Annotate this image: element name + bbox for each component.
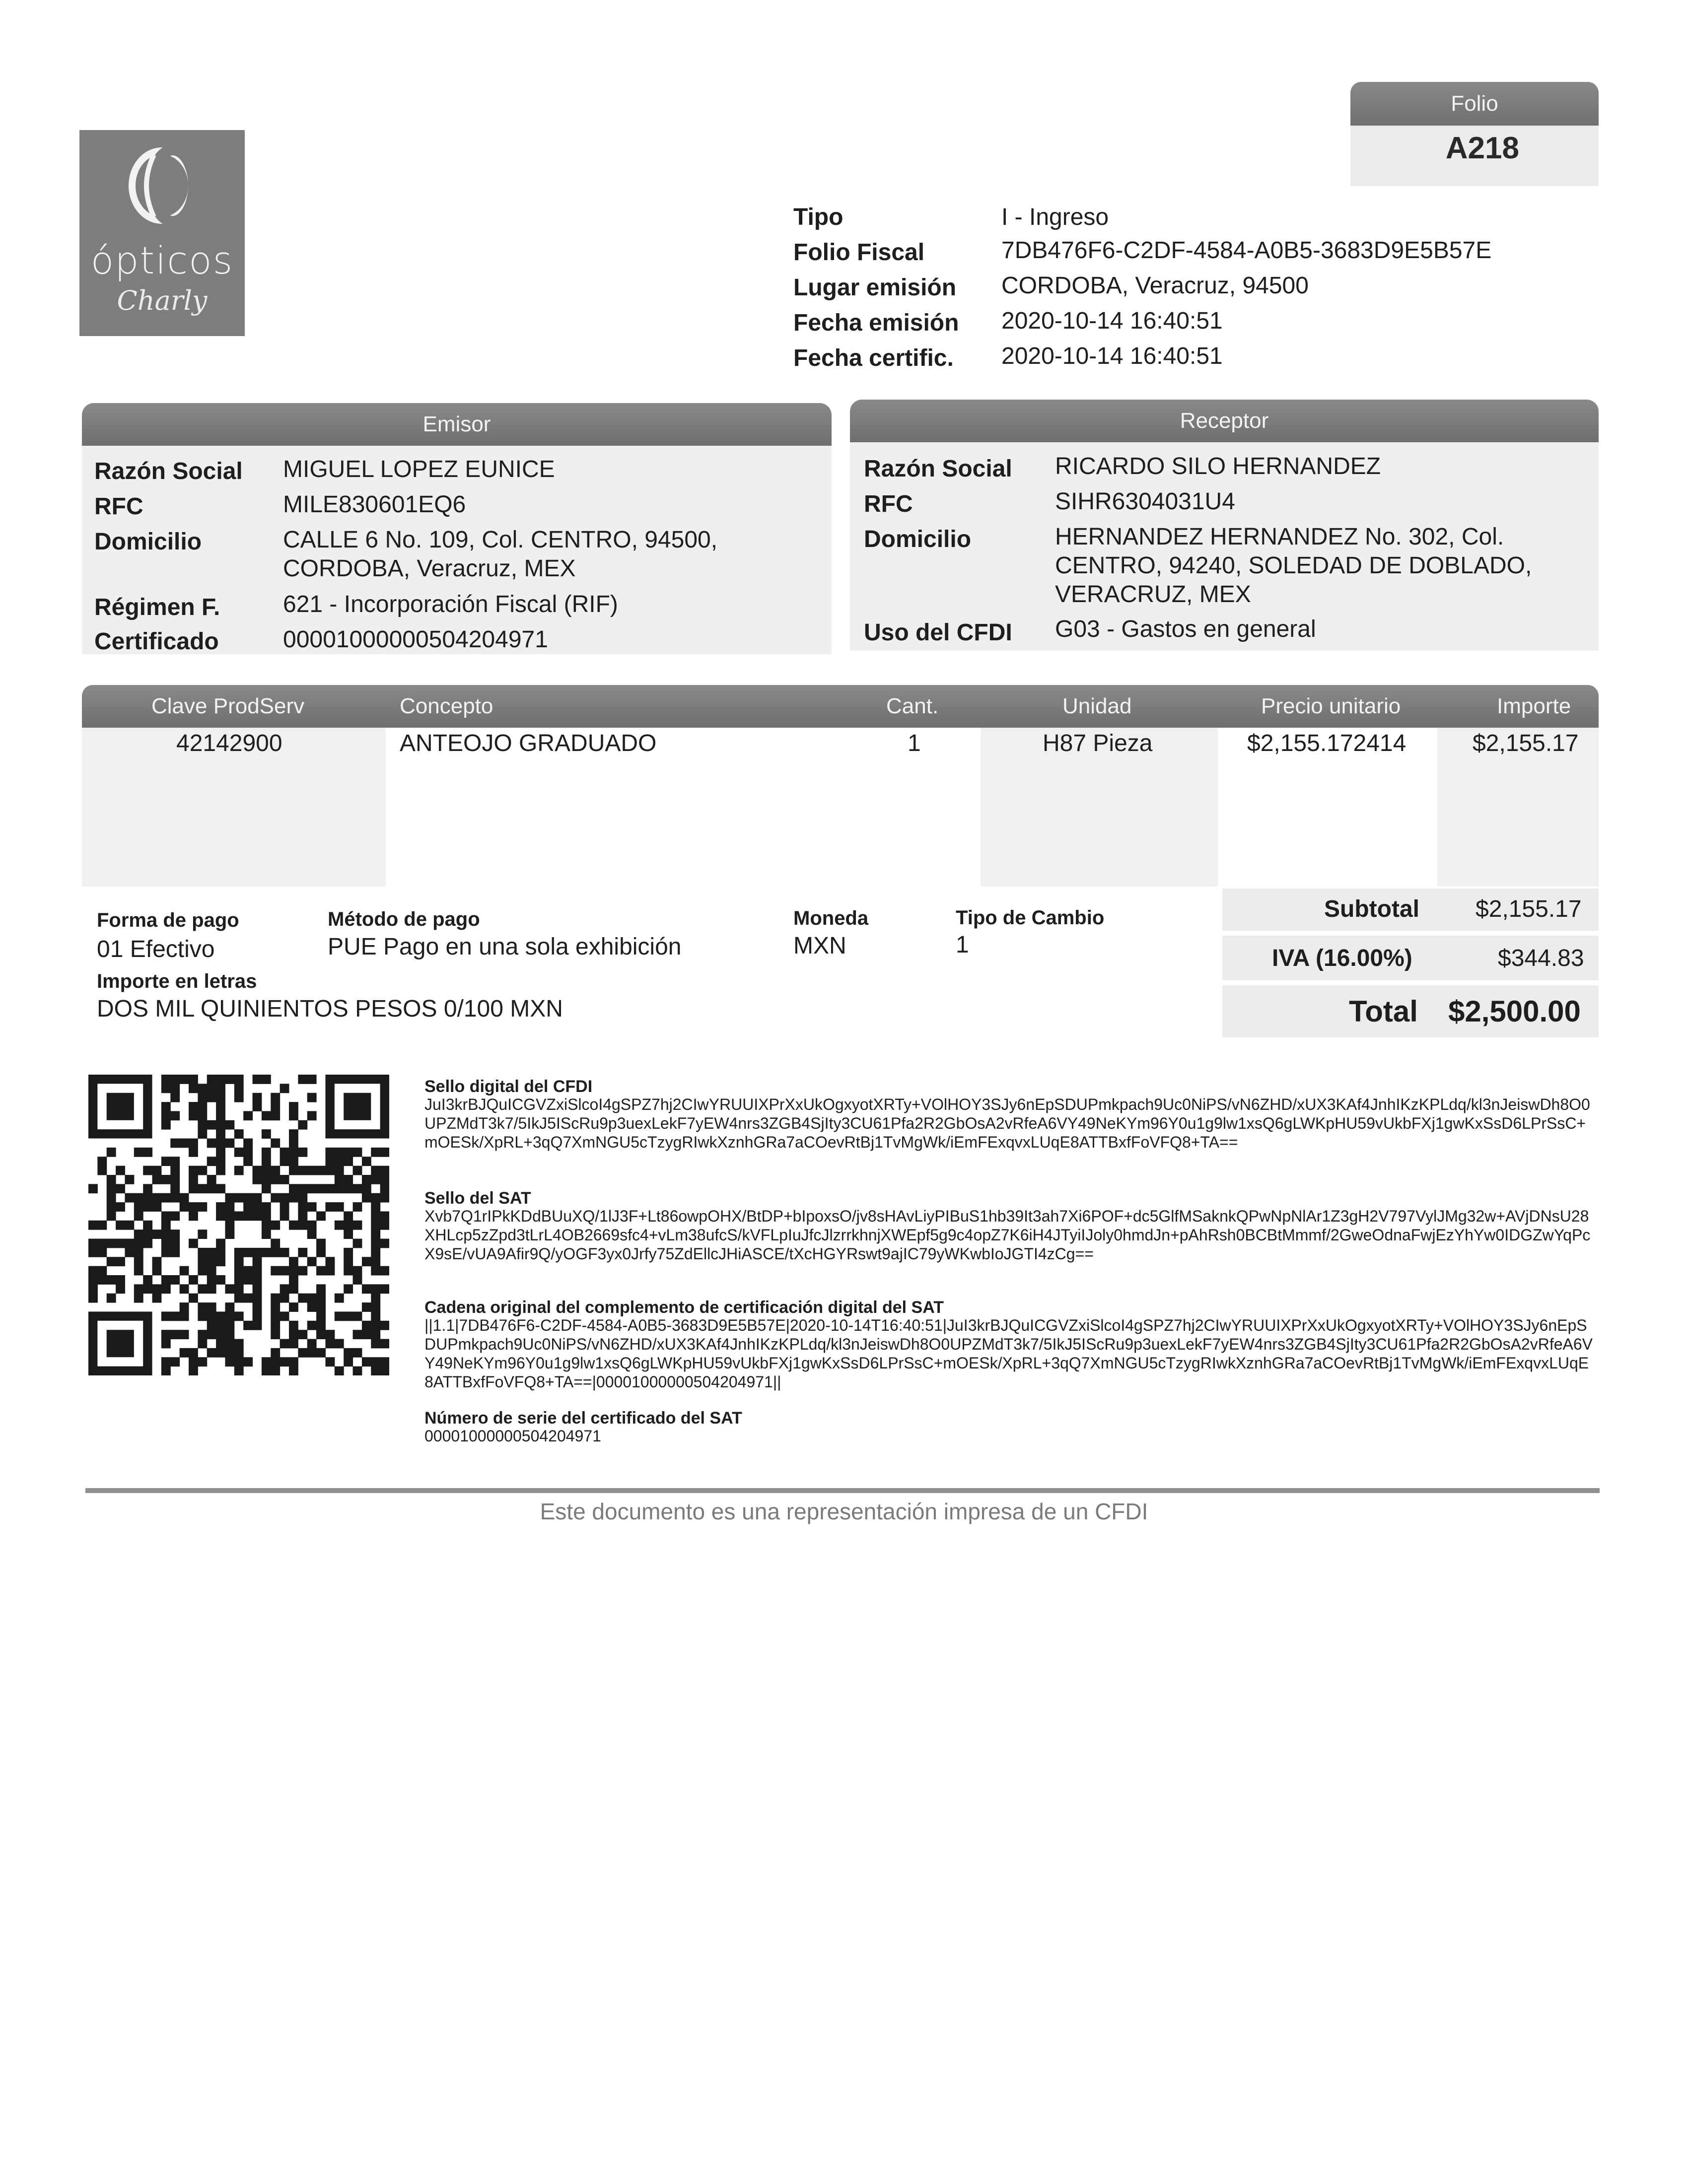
row-cant: 1	[908, 730, 921, 756]
emisor-rfc-label: RFC	[94, 493, 143, 520]
row-concepto: ANTEOJO GRADUADO	[400, 730, 657, 756]
folio-fiscal-value: 7DB476F6-C2DF-4584-A0B5-3683D9E5B57E	[1001, 237, 1492, 264]
subtotal-label: Subtotal	[1324, 896, 1419, 922]
folio-body	[1350, 126, 1599, 186]
cadena-original-label: Cadena original del complemento de certificación digital del SAT	[424, 1298, 944, 1317]
emisor-rfc-value: MILE830601EQ6	[283, 491, 466, 518]
iva-row	[1222, 936, 1599, 980]
col-unidad-header: Unidad	[1062, 694, 1132, 718]
fecha-certific-label: Fecha certific.	[793, 345, 954, 371]
folio-box	[1350, 82, 1599, 186]
col-cant-header: Cant.	[886, 694, 939, 718]
receptor-razon-label: Razón Social	[864, 456, 1012, 482]
tipo-cambio-value: 1	[956, 932, 969, 958]
lugar-emision-label: Lugar emisión	[793, 274, 957, 301]
fecha-certific-value: 2020-10-14 16:40:51	[1001, 343, 1223, 369]
emisor-regimen-label: Régimen F.	[94, 594, 220, 620]
total-row	[1222, 985, 1599, 1037]
emisor-regimen-value: 621 - Incorporación Fiscal (RIF)	[283, 591, 618, 617]
emisor-certificado-label: Certificado	[94, 628, 219, 655]
logo-signature: Charly	[117, 285, 208, 316]
sello-cfdi-value: JuI3krBJQuICGVZxiSlcoI4gSPZ7hj2CIwYRUUIXPrXxUkOgxyotXRTy+VOlHOY3SJy6nEpSDUPmkpach9Uc0NiPS/vN6ZHD/xUX3KAf4JnhIKzKPLdq/kl3nJeiswDh8O0UPZMdT3k7/5IkJ5IScRu9p3uexLekF7yEW4nrs3ZGB4SjIty3CU61Pfa2R2GbOsA2vRfeA6VY49NeKYm96Y0u1g9lw1xsQ6gLWKpHU59vUkbFXj1gwKxSsD6LPrSsC+mOESk/XpRL+3qQ7XmNGU5cTzygRIwkXznhGRa7aCOevRtBj1TvMgWk/iEmFExqvxLUqE8ATTBxfFoVFQ8+TA==	[424, 1095, 1590, 1151]
folio-value: A218	[1445, 131, 1519, 165]
tipo-cambio-label: Tipo de Cambio	[956, 907, 1105, 929]
receptor-domicilio-line2: CENTRO, 94240, SOLEDAD DE DOBLADO,	[1055, 552, 1532, 579]
emisor-razon-label: Razón Social	[94, 458, 243, 484]
moneda-value: MXN	[793, 933, 846, 959]
fecha-emision-value: 2020-10-14 16:40:51	[1001, 308, 1223, 334]
company-logo	[79, 130, 245, 336]
iva-label: IVA (16.00%)	[1272, 945, 1412, 971]
col-precio-header: Precio unitario	[1261, 694, 1401, 718]
emisor-title: Emisor	[82, 403, 832, 446]
total-label: Total	[1349, 995, 1418, 1028]
fecha-emision-label: Fecha emisión	[793, 310, 959, 336]
emisor-domicilio-label: Domicilio	[94, 529, 202, 555]
emisor-certificado-value: 00001000000504204971	[283, 626, 548, 653]
receptor-title: Receptor	[850, 400, 1599, 442]
receptor-domicilio-line1: HERNANDEZ HERNANDEZ No. 302, Col.	[1055, 524, 1504, 550]
row-unidad: H87 Pieza	[1043, 730, 1153, 756]
sello-sat-value: Xvb7Q1rIPkKDdBUuXQ/1lJ3F+Lt86owpOHX/BtDP+bIpoxsO/jv8sHAvLiyPIBuS1hb39It3ah7Xi6POF+dc5GlfMSaknkQPwNpNlAr1Z3gH2V797VylJMg32w+AVjDNsU28XHLcp5zZpd3tLrL4OB2669sfc4+vLm38ufcS/kVFLpIuJfcJlzrrkhnjXWEpf5g9c4opZ7K6iH4JTyiIJoly0hmdJn+pAhRsh0BCBtMmmf/2GweOdnaFwjEzYhYw0IDGZwYqPcX9sE/vUA9Afir9Q/yOGF3yx0Jrfy75ZdEllcJHiASCE/tXcHGYRswt9ajIC79yWKwbIoJGTI4zCg==	[424, 1207, 1591, 1263]
items-table-header	[82, 685, 1599, 728]
sello-sat-label: Sello del SAT	[424, 1189, 531, 1208]
tipo-value: I - Ingreso	[1001, 204, 1109, 230]
receptor-uso-label: Uso del CFDI	[864, 619, 1012, 646]
row-importe: $2,155.17	[1473, 730, 1579, 756]
receptor-domicilio-label: Domicilio	[864, 526, 972, 552]
forma-pago-label: Forma de pago	[97, 909, 239, 931]
qr-code	[88, 1075, 389, 1375]
folio-label: Folio	[1350, 82, 1599, 126]
subtotal-row	[1222, 888, 1599, 931]
col-importe-header: Importe	[1497, 694, 1571, 718]
receptor-domicilio-line3: VERACRUZ, MEX	[1055, 581, 1251, 608]
cadena-original-value: ||1.1|7DB476F6-C2DF-4584-A0B5-3683D9E5B57E|2020-10-14T16:40:51|JuI3krBJQuICGVZxiSlcoI4gSPZ7hj2CIwYRUUIXPrXxUkOgxyotXRTy+VOlHOY3SJy6nEpSDUPmkpach9Uc0NiPS/vN6ZHD/xUX3KAf4JnhIKzKPLdq/kl3nJeiswDh8O0UPZMdT3k7/5IkJ5IScRu9p3uexLekF7yEW4nrs3ZGB4SjIty3CU61Pfa2R2GbOsA2vRfeA6VY49NeKYm96Y0u1g9lw1xsQ6gLWKpHU59vUkbFXj1gwKxSsD6LPrSsC+mOESk/XpRL+3qQ7XmNGU5cTzygRIwkXznhGRa7aCOevRtBj1TvMgWk/iEmFExqvxLUqE8ATTBxfFoVFQ8+TA==|00001000000504204971||	[424, 1316, 1593, 1391]
row-precio: $2,155.172414	[1247, 730, 1407, 756]
receptor-rfc-value: SIHR6304031U4	[1055, 488, 1235, 515]
metodo-pago-label: Método de pago	[328, 908, 480, 930]
forma-pago-value: 01 Efectivo	[97, 936, 215, 962]
importe-letras-value: DOS MIL QUINIENTOS PESOS 0/100 MXN	[97, 996, 563, 1022]
emisor-domicilio-line1: CALLE 6 No. 109, Col. CENTRO, 94500,	[283, 527, 718, 553]
row-clave: 42142900	[176, 730, 282, 756]
receptor-razon-value: RICARDO SILO HERNANDEZ	[1055, 453, 1381, 479]
tipo-label: Tipo	[793, 204, 844, 230]
receptor-rfc-label: RFC	[864, 491, 913, 517]
total-value: $2,500.00	[1448, 995, 1581, 1028]
footer-divider	[85, 1488, 1600, 1493]
importe-letras-label: Importe en letras	[97, 970, 257, 992]
moneda-label: Moneda	[793, 907, 869, 929]
sello-cfdi-label: Sello digital del CFDI	[424, 1077, 593, 1096]
serie-certificado-value: 00001000000504204971	[424, 1427, 601, 1445]
iva-value: $344.83	[1498, 945, 1584, 971]
lugar-emision-value: CORDOBA, Veracruz, 94500	[1001, 273, 1309, 299]
col-concepto-header: Concepto	[400, 694, 493, 718]
subtotal-value: $2,155.17	[1476, 896, 1582, 922]
col-clave-header: Clave ProdServ	[151, 694, 305, 718]
logo-word: ópticos	[90, 238, 234, 282]
receptor-uso-value: G03 - Gastos en general	[1055, 616, 1316, 642]
footer-note: Este documento es una representación impresa de un CFDI	[540, 1499, 1148, 1524]
metodo-pago-value: PUE Pago en una sola exhibición	[328, 934, 682, 960]
folio-fiscal-label: Folio Fiscal	[793, 239, 925, 266]
emisor-razon-value: MIGUEL LOPEZ EUNICE	[283, 456, 555, 482]
emisor-domicilio-line2: CORDOBA, Veracruz, MEX	[283, 555, 576, 582]
serie-certificado-label: Número de serie del certificado del SAT	[424, 1409, 742, 1428]
